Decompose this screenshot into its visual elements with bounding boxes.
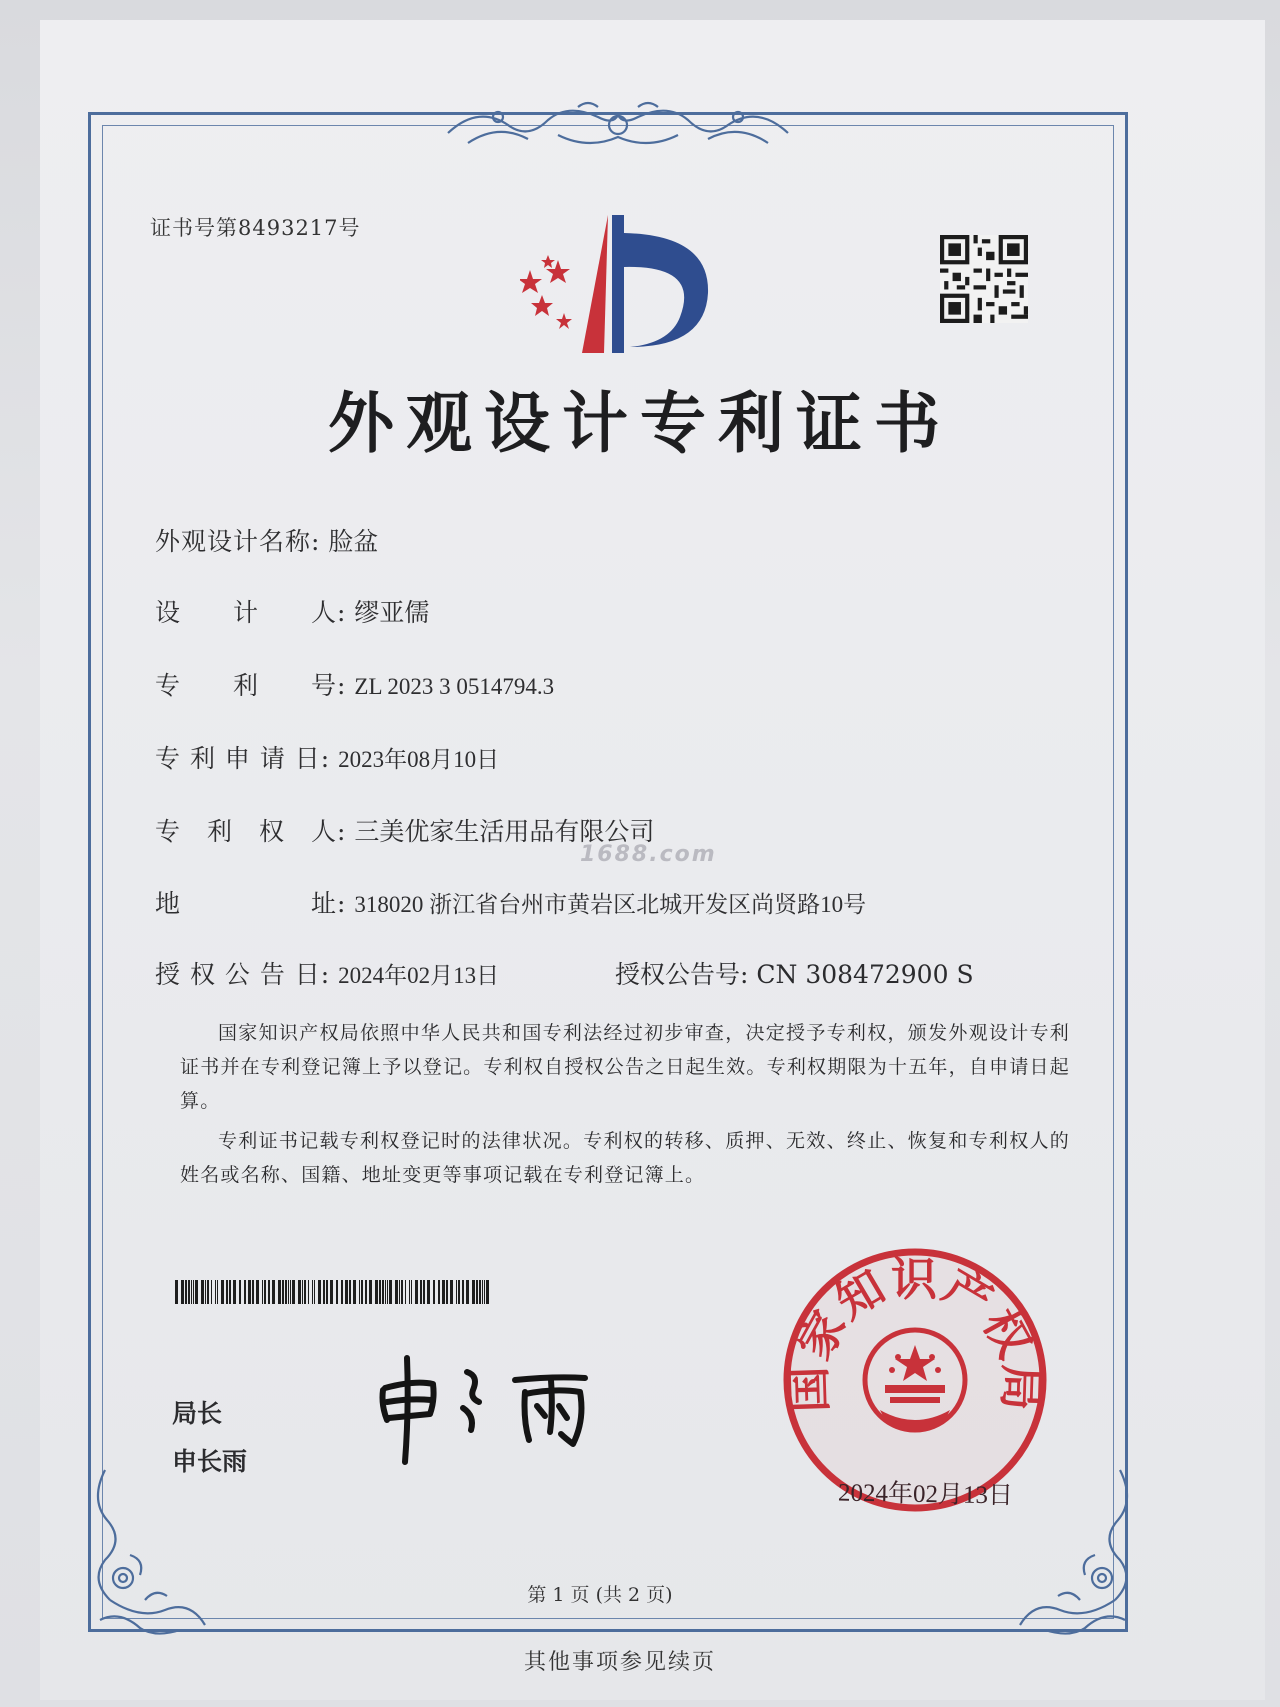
certificate-number: 证书号第8493217号: [150, 216, 361, 240]
design-name-label: 外观设计名称:: [155, 527, 321, 556]
grant-number-field: [615, 955, 974, 991]
page-title: 外观设计专利证书: [328, 384, 952, 462]
design-name-value: 脸盆: [328, 527, 379, 556]
signature-icon: [375, 1350, 635, 1470]
seal-date: 2024年02月13日: [837, 1479, 1014, 1510]
barcode-icon: [175, 1280, 490, 1304]
seal-text: 国家知识产权局: [781, 1252, 1049, 1414]
grant-date-label: 授 权 公 告 日:: [155, 960, 331, 989]
designer-label: 设 计 人:: [155, 598, 347, 627]
cnipa-emblem-icon: [520, 215, 720, 365]
address-label: 地 址:: [155, 889, 347, 918]
patent-number-value: ZL 2023 3 0514794.3: [354, 674, 555, 699]
grant-date-field: [155, 955, 499, 991]
top-ornament-icon: [438, 95, 798, 155]
bottom-left-ornament-icon: [85, 1460, 225, 1640]
legal-paragraph-1: 国家知识产权局依照中华人民共和国专利法经过初步审查，决定授予专利权，颁发外观设计专利证书并在专利登记簿上予以登记。专利权自授权公告之日起生效。专利权期限为十五年，自申请日起算。: [180, 1022, 1070, 1112]
qr-code-icon: [940, 235, 1028, 323]
patent-number-label: 专 利 号:: [155, 671, 347, 700]
patentee-label: 专 利 权 人:: [155, 817, 347, 846]
address-value: 318020 浙江省台州市黄岩区北城开发区尚贤路10号: [354, 892, 867, 917]
signatory-name: 申长雨: [172, 1447, 248, 1476]
address-field: [155, 884, 866, 920]
designer-value: 缪亚儒: [354, 598, 430, 627]
patent-number-field: [155, 666, 554, 702]
watermark: 1688.com: [580, 842, 717, 867]
footer-note: 其他事项参见续页: [523, 1650, 716, 1675]
filing-date-label: 专 利 申 请 日:: [155, 744, 331, 773]
grant-number-label: 授权公告号:: [615, 960, 749, 989]
filing-date-field: [155, 739, 499, 775]
page-number: 第 1 页 (共 2 页): [527, 1584, 673, 1606]
design-name-field: [155, 522, 378, 558]
grant-number-value: CN 308472900 S: [756, 960, 974, 989]
signatory-block: [172, 1390, 247, 1486]
designer-field: [155, 593, 429, 629]
grant-date-value: 2024年02月13日: [338, 963, 500, 988]
patentee-value: 三美优家生活用品有限公司: [354, 817, 655, 846]
filing-date-value: 2023年08月10日: [338, 747, 500, 772]
signatory-title: 局长: [172, 1399, 223, 1428]
legal-paragraph-2: 专利证书记载专利权登记时的法律状况。专利权的转移、质押、无效、终止、恢复和专利权人的姓名或名称、国籍、地址变更等事项记载在专利登记簿上。: [180, 1130, 1070, 1186]
